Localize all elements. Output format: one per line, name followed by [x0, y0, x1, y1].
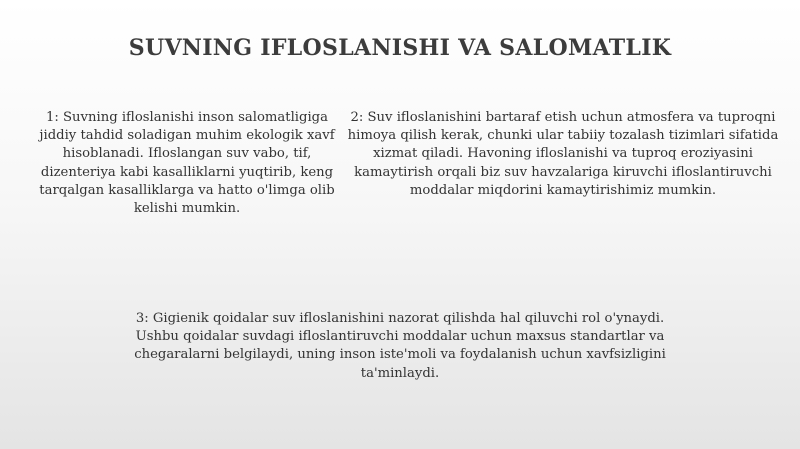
paragraph-1: 1: Suvning ifloslanishi inson salomatligiga jiddiy tahdid soladigan muhim ekologik xavf hisoblanadi. Ifloslangan suv vabo, tif, dizenteriya kabi kasalliklarni yuqtirib, keng tarqalgan kasalliklarga va hatto o'limga olib kelishi mumkin. — [39, 110, 335, 217]
paragraph-2: 2: Suv ifloslanishini bartaraf etish uchun atmosfera va tuproqni himoya qilish kerak, chunki ular tabiiy tozalash tizimlari sifatida xizmat qiladi. Havoning ifloslanishi va tuproq eroziyasini kamaytirish orqali biz suv havzalariga kiruvchi ifloslantiruvchi moddalar miqdorini kamaytirishimiz mumkin. — [347, 110, 779, 198]
paragraph-3: 3: Gigienik qoidalar suv ifloslanishini nazorat qilishda hal qiluvchi rol o'ynaydi. Ushbu qoidalar suvdagi ifloslantiruvchi moddalar uchun maxsus standartlar va chegaralarni belgilaydi, uning inson iste'moli va foydalanish uchun xavfsizligini ta'minlaydi. — [134, 311, 666, 381]
slide-title: SUVNING IFLOSLANISHI VA SALOMATLIK — [128, 35, 672, 61]
